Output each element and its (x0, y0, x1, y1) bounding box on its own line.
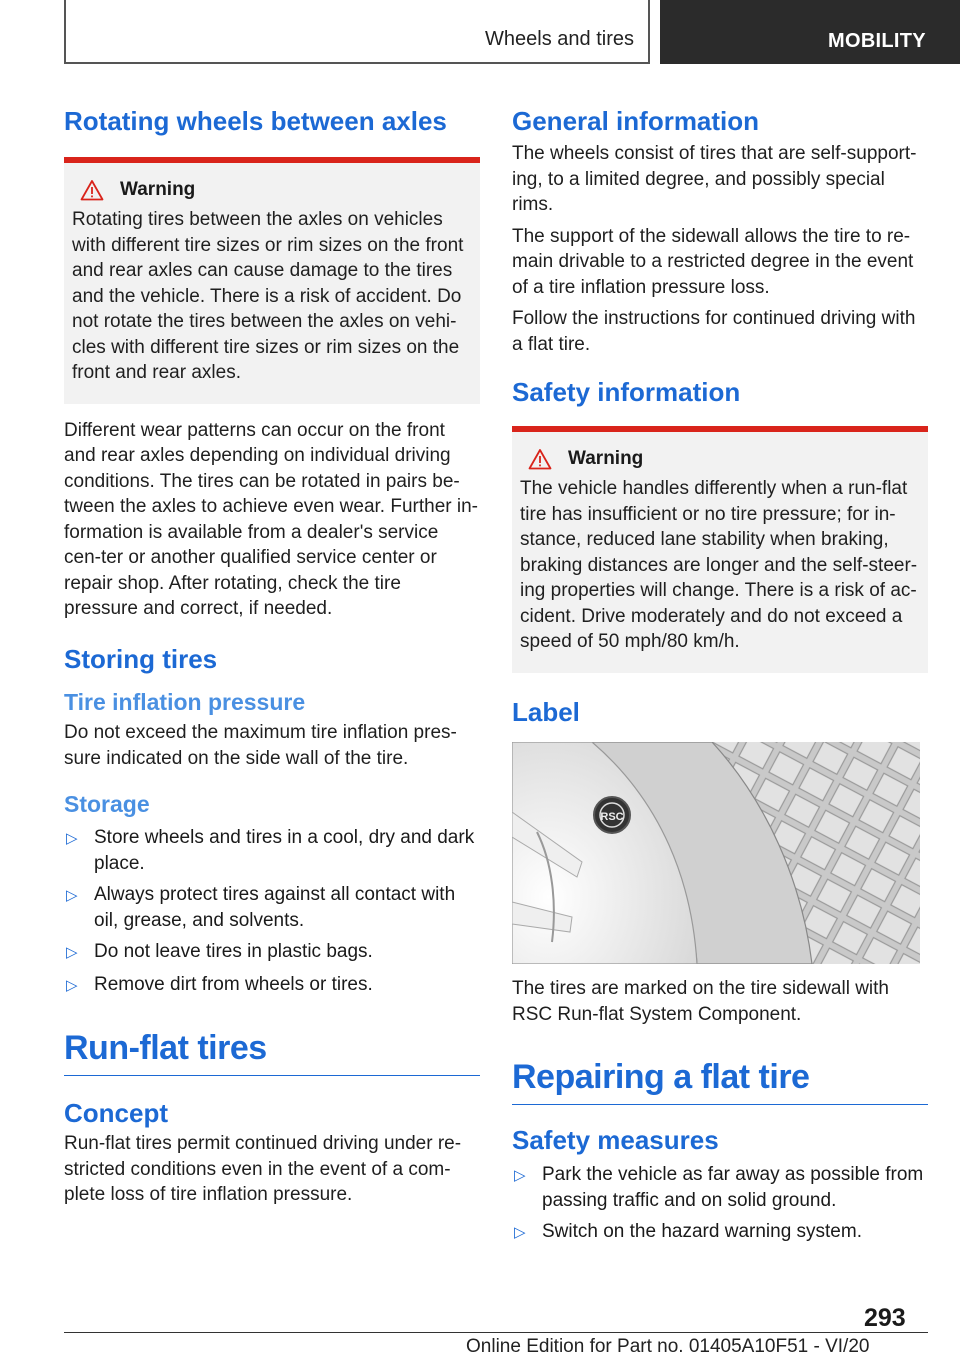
bullet-triangle-icon: ▷ (66, 830, 78, 848)
warning-triangle-icon (80, 179, 104, 201)
paragraph-concept: Run-flat tires permit continued driving under re-stricted conditions even in the event of a com-plete loss of tire inflation pressure. (64, 1133, 462, 1206)
paragraph-inflation-pressure: Do not exceed the maximum tire inflation pres-sure indicated on the side wall of the tire. (64, 722, 457, 769)
list-item: ▷ Do not leave tires in plastic bags. (64, 939, 480, 966)
heading-repairing-flat-tire: Repairing a flat tire (512, 1057, 928, 1105)
header-section-title: Wheels and tires (485, 28, 634, 50)
warning-title: Warning (568, 448, 644, 470)
page-number: 293 (864, 1304, 906, 1332)
list-item: ▷ Park the vehicle as far away as possible from passing traffic and on solid ground. (512, 1162, 928, 1213)
heading-storage: Storage (64, 791, 150, 818)
heading-label: Label (512, 696, 580, 727)
header-chapter-title: MOBILITY (828, 30, 926, 52)
warning-title: Warning (120, 179, 196, 201)
paragraph-label-caption: The tires are marked on the tire sidewall with RSC Run-flat System Component. (512, 978, 889, 1025)
paragraph-wear-patterns: Different wear patterns can occur on the front and rear axles depending on individual driving conditions. The tires can be rotated in pairs be-tween the axles to achieve even wear. Further in-formation is available from a dealer's service cen-ter or another qualified service center or repair shop. After rotating, check the tire pressure and correct, if needed. (64, 419, 479, 620)
paragraph-general-2: The support of the sidewall allows the tire to re-main drivable to a restricted degree in the event of a tire inflation pressure loss. (512, 225, 914, 298)
list-item: ▷ Store wheels and tires in a cool, dry and dark place. (64, 825, 480, 876)
warning-title-row (520, 448, 920, 470)
list-item: ▷ Always protect tires against all contact with oil, grease, and solvents. (64, 882, 480, 933)
svg-text:RSC: RSC (600, 811, 624, 824)
heading-general-information: General information (512, 106, 760, 136)
bullet-triangle-icon: ▷ (66, 944, 78, 962)
rsc-logo-icon (594, 797, 630, 833)
paragraph-general-1: The wheels consist of tires that are self-support-ing, to a limited degree, and possibly special rims. (512, 143, 917, 216)
storage-list (64, 825, 480, 998)
right-column (512, 96, 928, 1252)
bullet-triangle-icon: ▷ (514, 1167, 526, 1185)
list-item: ▷ Switch on the hazard warning system. (512, 1219, 928, 1246)
footer-divider (64, 1332, 928, 1333)
warning-text-safety: The vehicle handles differently when a run-flat tire has insufficient or no tire pressure; for in-stance, reduced lane stability when braking, braking distances are longer and the self-steer-ing properties will change. There is a risk of ac-cident. Drive moderately and do not exceed a speed of 50 mph/80 km/h. (520, 478, 918, 653)
warning-box-safety (512, 426, 928, 673)
header-chapter-tab (660, 0, 960, 64)
heading-rotating-wheels: Rotating wheels between axles (64, 106, 447, 136)
warning-triangle-icon (528, 448, 552, 470)
bullet-triangle-icon: ▷ (66, 976, 78, 994)
tire-sidewall-illustration (512, 742, 920, 964)
warning-title-row (72, 179, 472, 201)
footer-edition-text: Online Edition for Part no. 01405A10F51 - VI/20 (466, 1336, 870, 1357)
heading-run-flat-tires: Run-flat tires (64, 1028, 480, 1076)
heading-safety-measures: Safety measures (512, 1124, 719, 1155)
page-header (0, 0, 960, 66)
warning-box-rotating (64, 157, 480, 404)
safety-measures-list (512, 1162, 928, 1246)
heading-tire-inflation-pressure: Tire inflation pressure (64, 688, 306, 715)
paragraph-general-3: Follow the instructions for continued driving with a flat tire. (512, 308, 916, 355)
bullet-triangle-icon: ▷ (66, 887, 78, 905)
left-column (64, 96, 480, 1208)
header-section-box (64, 0, 650, 64)
bullet-triangle-icon: ▷ (514, 1224, 526, 1242)
heading-concept: Concept (64, 1097, 168, 1128)
warning-text-rotating: Rotating tires between the axles on vehicles with different tire sizes or rim sizes on the front and rear axles can cause damage to the tires and the vehicle. There is a risk of accident. Do not rotate the tires between the axles on vehi-cles with different tire sizes or rim sizes on the front and rear axles. (72, 209, 464, 384)
heading-safety-information: Safety information (512, 377, 741, 408)
heading-storing-tires: Storing tires (64, 643, 218, 674)
tire-illustration-svg (512, 742, 920, 964)
list-item: ▷ Remove dirt from wheels or tires. (64, 972, 480, 999)
